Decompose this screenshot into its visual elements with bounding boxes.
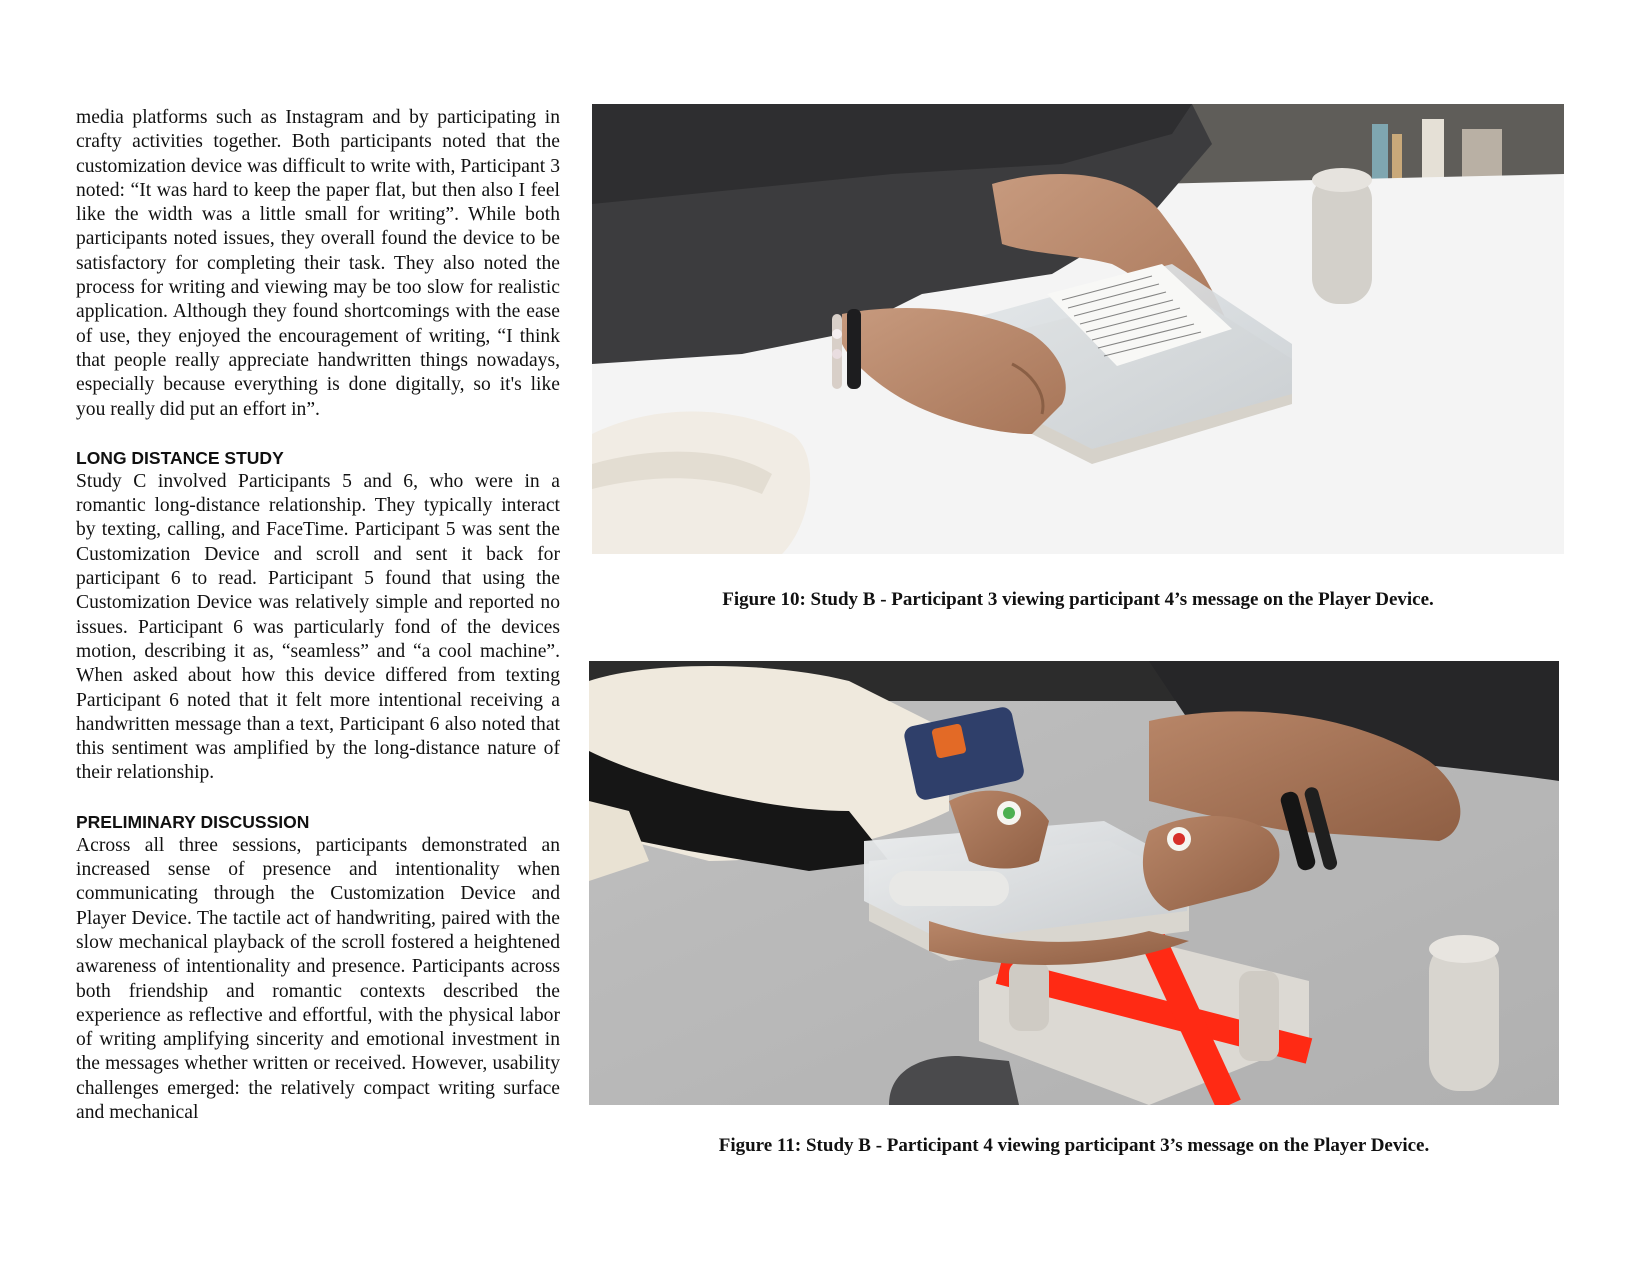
paragraph-study-b-end: media platforms such as Instagram and by participating in crafty activities together. Both participants noted that the customization device was difficult to write with, Participant 3 noted: “It was hard to keep the paper flat, but then also I feel like the width was a little small for writing”. While both participants noted issues, they overall found the device to be satisfactory for completing their task. They also noted the process for writing and viewing may be too slow for realistic application. Although they found shortcomings with the ease of use, they enjoyed the encouragement of writing, “I think that people really appreciate handwritten things nowadays, especially because everything is done digitally, so it's like you really did put an effort in”. (76, 107, 560, 420)
section-heading-long-distance: LONG DISTANCE STUDY (76, 447, 284, 468)
text-column (76, 106, 560, 1125)
paragraph-study-c: Study C involved Participants 5 and 6, who were in a romantic long-distance relationship. They typically interact by texting, calling, and FaceTime. Participant 5 was sent the Customization Device and scroll and sent it back for participant 6 to read. Participant 5 found that using the Customization Device was relatively simple and reported no issues. Participant 6 was particularly fond of the devices motion, describing it as, “seamless” and “a cool machine”. When asked about how this device differed from texting Participant 6 noted that it felt more intentional receiving a handwritten message than a text, Participant 6 also noted that this sentiment was amplified by the long-distance nature of their relationship. (76, 470, 560, 784)
section-heading-preliminary-discussion: PRELIMINARY DISCUSSION (76, 811, 310, 832)
figure-11-photo (589, 661, 1559, 1105)
figure-11-caption: Figure 11: Study B - Participant 4 viewing participant 3’s message on the Player Device. (718, 1135, 1430, 1156)
paragraph-preliminary-discussion: Across all three sessions, participants demonstrated an increased sense of presence and intentionality when communicating through the Customization Device and Player Device. The tactile act of handwriting, paired with the slow mechanical playback of the scroll fostered a heightened awareness of intentionality and presence. Participants across both friendship and romantic contexts described the experience as reflective and effortful, with the physical labor of writing amplifying sincerity and emotional investment in the messages whether written or received. However, usability challenges emerged: the relatively compact writing surface and mechanical (76, 834, 560, 1123)
figure-10-photo (592, 104, 1564, 554)
figure-10-caption: Figure 10: Study B - Participant 3 viewing participant 4’s message on the Player Device. (722, 589, 1434, 610)
